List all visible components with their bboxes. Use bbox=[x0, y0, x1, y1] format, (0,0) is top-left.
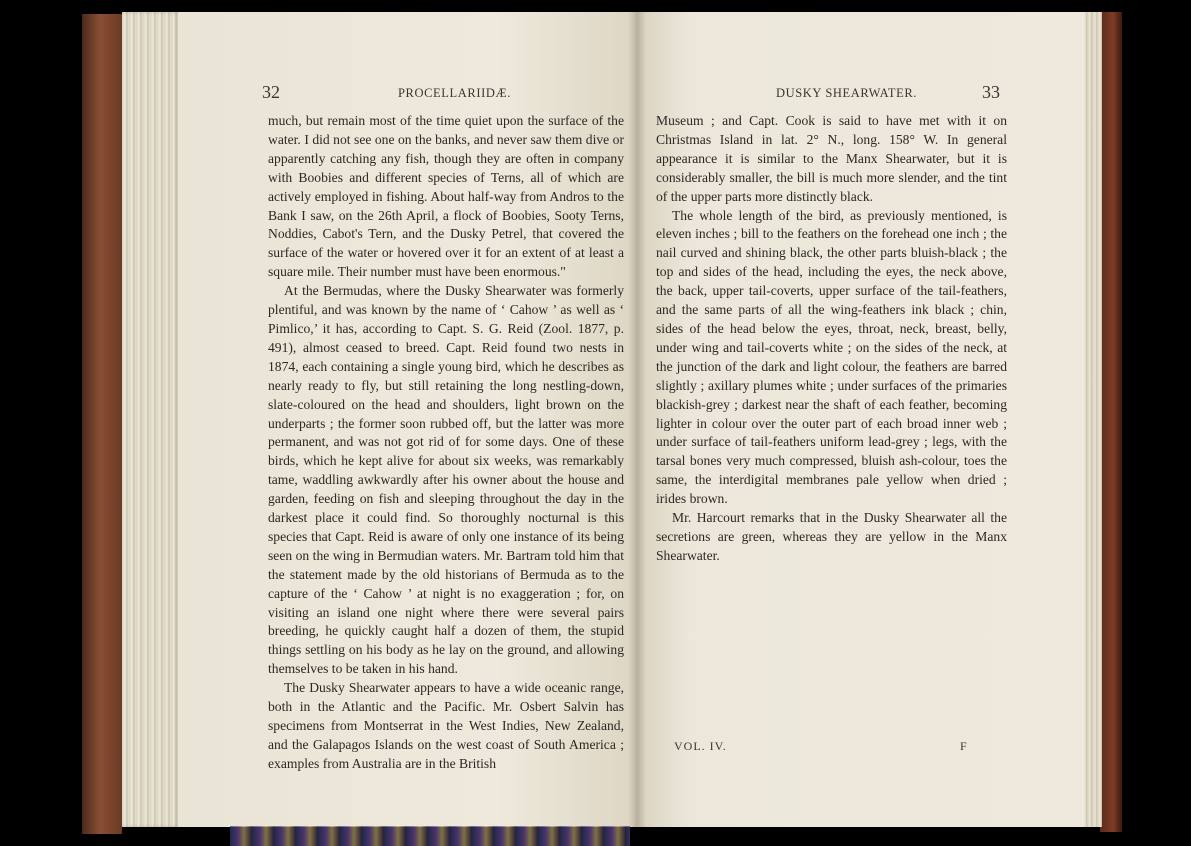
page-number: 33 bbox=[982, 82, 1000, 102]
paragraph: Museum ; and Capt. Cook is said to have met with it on Christmas Island in lat. 2° N., long. 158° W. In general appearance it is similar to the Manx Shearwater, but it is considerably smaller, the bill is much more slender, and the tint of the upper parts more distinctly black. bbox=[656, 113, 1007, 204]
footer-volume: VOL. IV. bbox=[674, 739, 727, 753]
paragraph: Mr. Harcourt remarks that in the Dusky Shearwater all the secretions are green, whereas they are yellow in the Manx Shearwater. bbox=[656, 510, 1007, 563]
marbled-edge-strip bbox=[230, 826, 630, 846]
right-page bbox=[636, 12, 1084, 827]
right-page-edges bbox=[1082, 12, 1102, 827]
paragraph: At the Bermudas, where the Dusky Shearwater was formerly plentiful, and was known by the name of ‘ Cahow ’ as well as ‘ Pimlico,’ it has, according to Capt. S. G. Reid (Zool. 1877, p. 491), almost ceased to breed. Capt. Reid found two nests in 1874, each containing a single young bird, which he describes as nearly ready to fly, but still retaining the long nestling-down, slate-coloured on the head and shoulders, light brown on the underparts ; the former soon rubbed off, but the latter was more permanent, and was not got rid of for some days. One of these birds, which he kept alive for about six weeks, was remarkably tame, waddling awkwardly after his owner about the house and garden, feeding on fish and sleeping throughout the day in the darkest place it could find. So thoroughly nocturnal is this species that Capt. Reid is aware of only one instance of its being seen on the wing in Bermudian waters. Mr. Bartram told him that the statement made by the old historians of Bermuda as to the capture of the ‘ Cahow ’ at night is no exaggeration ; for, on visiting an island one night where there were several pairs breeding, he quickly caught half a dozen of them, the stupid things settling on his body as he lay on the ground, and allowing themselves to be taken in his hand. bbox=[268, 283, 624, 677]
right-page-body bbox=[656, 112, 1007, 566]
paragraph: The whole length of the bird, as previously mentioned, is eleven inches ; bill to the feathers on the forehead one inch ; the nail curved and shining black, the other parts bluish-black ; the top and sides of the head, including the eyes, the neck above, the back, upper tail-coverts, upper surface of the tail-feathers, and the same parts of all the wing-feathers ink black ; chin, sides of the head below the eyes, throat, neck, breast, belly, under wing and tail-coverts white ; on the sides of the neck, at the junction of the dark and light colour, the feathers are barred slightly ; axillary plumes white ; under surfaces of the primaries blackish-grey ; darkest near the shaft of each feather, becoming lighter in colour over the outer part of each broad inner web ; under surface of tail-feathers uniform lead-grey ; legs, with the tarsal bones very much compressed, bluish ash-colour, toes the same, the interdigital membranes pale yellow when dried ; irides brown. bbox=[656, 207, 1007, 507]
left-page-body bbox=[268, 112, 624, 774]
left-page bbox=[178, 12, 636, 827]
left-page-edges bbox=[122, 12, 180, 827]
left-cover-board bbox=[82, 14, 122, 834]
book-gutter bbox=[628, 12, 646, 827]
paragraph: much, but remain most of the time quiet upon the surface of the water. I did not see one on the banks, and never saw them dive or apparently catching any fish, though they are often in company with Boobies and different species of Terns, all of which are actively employed in fishing. About half-way from Andros to the Bank I saw, on the 26th April, a flock of Boobies, Sooty Terns, Noddies, Cabot's Tern, and the Dusky Petrel, that covered the surface of the water or hovered over it for an extent of at least a square mile. Their number must have been enormous." bbox=[268, 113, 624, 280]
right-cover-board bbox=[1100, 12, 1122, 832]
running-head: PROCELLARIIDÆ. bbox=[398, 86, 511, 100]
page-number: 32 bbox=[262, 82, 280, 102]
paragraph: The Dusky Shearwater appears to have a wide oceanic range, both in the Atlantic and the Pacific. Mr. Osbert Salvin has specimens from Montserrat in the West Indies, New Zealand, and the Galapagos Islands on the west coast of South America ; examples from Australia are in the British bbox=[268, 680, 624, 771]
running-head: DUSKY SHEARWATER. bbox=[776, 86, 917, 100]
footer-signature: F bbox=[960, 739, 968, 753]
